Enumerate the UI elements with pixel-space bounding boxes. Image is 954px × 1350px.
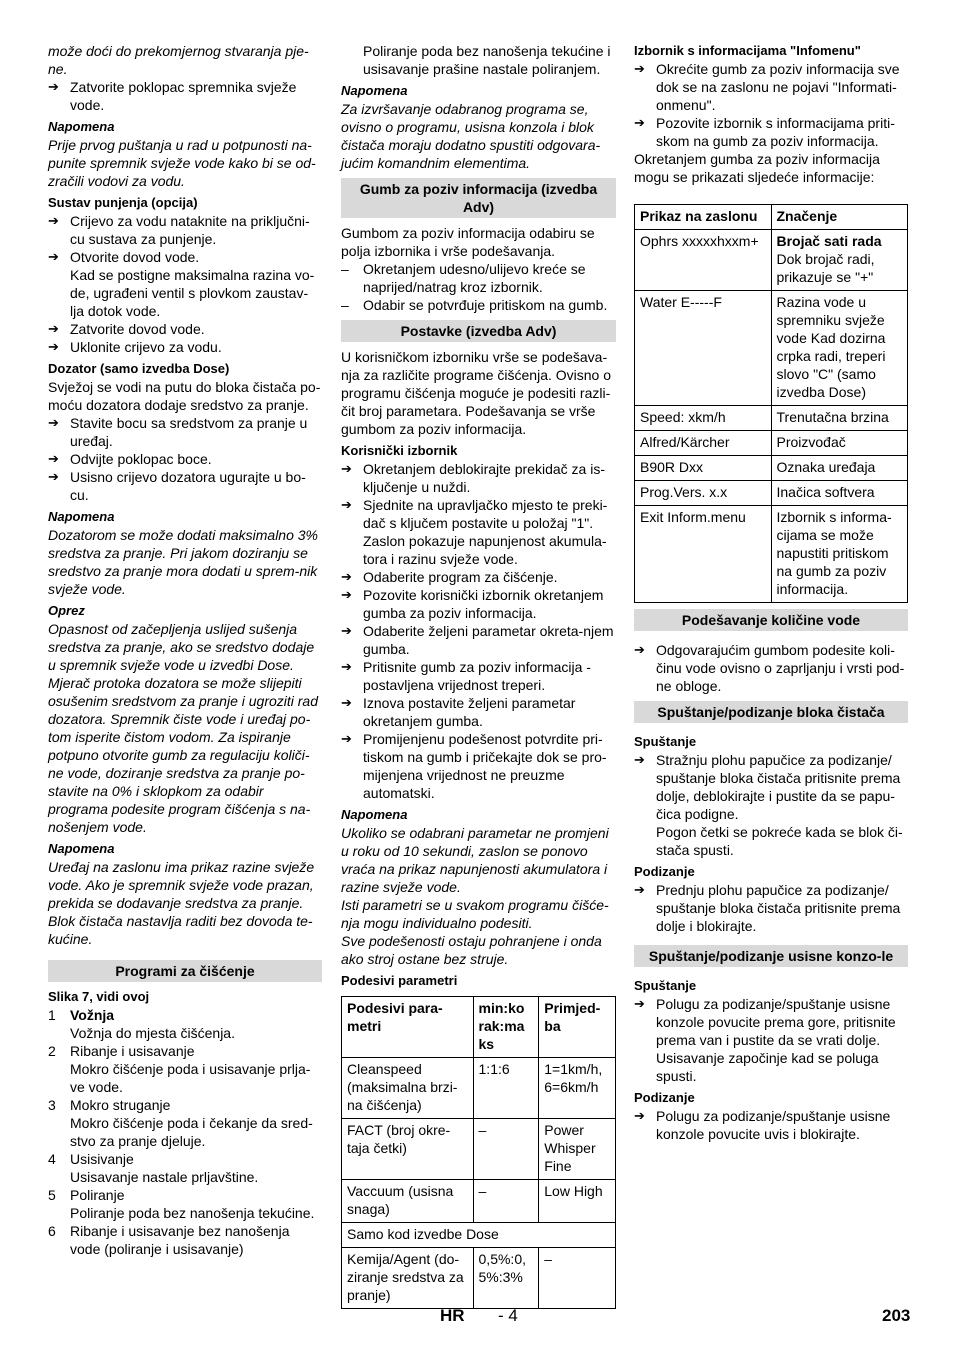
table-row: B90R Dxx Oznaka uređaja xyxy=(635,456,908,481)
table-row: FACT (broj okre-taja četki) – Power Whisper Fine xyxy=(342,1119,616,1180)
subheading-podizanje: Podizanje xyxy=(634,1090,695,1105)
instruction-item: ➔ Odgovarajućim gumbom podesite koli-činu vode ovisno o zaprljanju i vrsti pod-ne obloge. xyxy=(634,642,905,694)
instruction-item: ➔ Zatvorite dovod vode. xyxy=(48,321,205,337)
program-item: 5 Poliranje xyxy=(48,1187,125,1203)
intro-text: može doći do prekomjernog stvaranja pje-ne. xyxy=(48,43,309,77)
instruction-item: ➔ Promijenjenu podešenost potvrdite pri-tiskom na gumb i pričekajte dok se pro-mijenjena vrijednost ne preuzme automatski. xyxy=(341,731,607,801)
section-heading-korisnicki: Korisnički izbornik xyxy=(341,443,458,458)
instruction-item: ➔ Okrećite gumb za poziv informacija sve dok se na zaslonu ne pojavi "Informati-onmenu". xyxy=(634,61,900,113)
arrow-right-icon: ➔ xyxy=(341,497,352,512)
instruction-item: ➔ Otvorite dovod vode. xyxy=(48,249,200,265)
arrow-right-icon: ➔ xyxy=(48,213,59,228)
arrow-right-icon: ➔ xyxy=(634,642,645,657)
column-left: može doći do prekomjernog stvaranja pje-ne. ➔ Zatvorite poklopac spremnika svježe vode. Napomena Prije prvog puštanja u rad u potpunosti na-punite spremnik svježe vode kako bi se od-zračili vodovi za vodu. Sustav punjenja (opcija) ➔ Crijevo za vodu nataknite na priključni-cu sustava za punjenje. ➔ Otvorite dovod vode. Kad se postigne maksimalna razina vo-de, ugrađeni ventil s plovkom zaustav-lja dotok vode. ➔ Zatvorite dovod vode. ➔ Uklonite crijevo za vodu. Dozator (samo izvedba Dose) Svježoj se vodi na putu do bloka čistača po-moću dozatora dodaje sredstvo za pranje. ➔ Stavite bocu sa sredstvom za pranje u uređaj. ➔ Odvijte poklopac boce. ➔ Usisno crijevo dozatora ugurajte u bo-cu. Napomena Dozatorom se može dodati maksimalno 3% sredstva za pranje. Pri jakom doziranju se sredstvo za pranje mora dodati u sprem-nik svježe vode. Oprez Opasnost od začepljenja uslijed sušenja sredstva za pranje, ako se sredstvo dodaje u spremnik svježe vode u izvedbi Dose. Mjerač protoka dozatora se može slijepiti osušenim sredstvom za pranje i ugroziti rad dozatora. Spremnik čiste vode i uređaj po-tom isperite čistom vodom. Za ispiranje potpuno otvorite gumb za regulaciju količi-ne vode, doziranje sredstva za pranje po-stavite na 0% i sklopkom za odabir programa podesite program čišćenja s na-nošenjem vode. Napomena Uređaj na zaslonu ima prikaz razine svježe vode. Ako je spremnik svježe vode prazan, prekida se dodavanje sredstva za pranje. Blok čistača nastavlja raditi bez dovoda te-kućine. Programi za čišćenje Slika 7, vidi ovoj 1 Vožnja Vožnja do mjesta čišćenja. 2 Ribanje i usisavanje Mokro čišćenje poda i usisavanje prlja-ve vode. 3 Mokro struganje Mokro čišćenje poda i čekanje da sred-stvo za pranje djeluje. 4 Usisivanje Usisavanje nastale prljavštine. 5 Poliranje Poliranje poda bez nanošenja tekućine. 6 Ribanje i usisavanje bez nanošenja vode (poliranje i usisavanje) xyxy=(48,43,321,1257)
figure-reference: Slika 7, vidi ovoj xyxy=(48,989,150,1004)
instruction-item: ➔ Okretanjem deblokirajte prekidač za is-ključenje u nuždi. xyxy=(341,461,605,495)
subheading-spustanje: Spuštanje xyxy=(634,734,697,749)
instruction-continuation: Zaslon pokazuje napunjenost akumula-tora i razinu svježe vode. xyxy=(363,533,607,567)
note-text: Za izvršavanje odabranog programa se, ovisno o programu, usisna konzola i blok čistača moraju dodatno spustiti odgovara-jućim komandnim elementima. xyxy=(341,101,601,171)
arrow-right-icon: ➔ xyxy=(48,79,59,94)
instruction-item: ➔ Odaberite program za čišćenje. xyxy=(341,569,558,585)
table-row: Speed: xkm/h Trenutačna brzina xyxy=(635,406,908,431)
note-text: Ukoliko se odabrani parametar ne promjeni u roku od 10 sekundi, zaslon se ponovo vraća na prikaz napunjenosti akumulatora i razine svježe vode. xyxy=(341,825,609,895)
table-row: Samo kod izvedbe Dose xyxy=(342,1223,616,1248)
section-band-kolicina: Podešavanje količine vode xyxy=(634,609,908,631)
arrow-right-icon: ➔ xyxy=(341,569,352,584)
section-band-gumb: Gumb za poziv informacija (izvedba Adv) xyxy=(341,178,616,218)
column-right xyxy=(634,42,908,1143)
caution-heading: Oprez xyxy=(48,603,85,618)
arrow-right-icon: ➔ xyxy=(48,451,59,466)
arrow-right-icon: ➔ xyxy=(341,587,352,602)
section-heading-infomenu: Izbornik s informacijama "Infomenu" xyxy=(634,43,861,58)
instruction-item: ➔ Iznova postavite željeni parametar okretanjem gumba. xyxy=(341,695,576,729)
instruction-item: ➔ Uklonite crijevo za vodu. xyxy=(48,339,222,355)
arrow-right-icon: ➔ xyxy=(634,882,645,897)
section-band-postavke: Postavke (izvedba Adv) xyxy=(341,320,616,342)
dash-item: – Odabir se potvrđuje pritiskom na gumb. xyxy=(341,297,608,313)
column-middle xyxy=(341,42,616,1309)
arrow-right-icon: ➔ xyxy=(48,415,59,430)
program-item: 6 Ribanje i usisavanje bez nanošenja vode (poliranje i usisavanje) xyxy=(48,1223,290,1257)
arrow-right-icon: ➔ xyxy=(634,115,645,130)
note-heading: Napomena xyxy=(48,119,115,134)
arrow-right-icon: ➔ xyxy=(48,469,59,484)
note-heading: Napomena xyxy=(341,807,408,822)
subheading-podizanje: Podizanje xyxy=(634,864,695,879)
instruction-item: ➔ Usisno crijevo dozatora ugurajte u bo-cu. xyxy=(48,469,306,503)
arrow-right-icon: ➔ xyxy=(634,1108,645,1123)
instruction-item: ➔ Odaberite željeni parametar okreta-njem gumba. xyxy=(341,623,614,657)
arrow-right-icon: ➔ xyxy=(48,249,59,264)
program-item: 4 Usisivanje xyxy=(48,1151,134,1167)
arrow-right-icon: ➔ xyxy=(48,321,59,336)
footer-language: HR xyxy=(440,1306,465,1325)
table-row: Water E-----F Razina vode u spremniku svježe vode Kad dozirna crpka radi, treperi slovo "C" (samo izvedba Dose) xyxy=(635,291,908,406)
instruction-continuation: Kad se postigne maksimalna razina vo-de, ugrađeni ventil s plovkom zaustav-lja dotok vode. xyxy=(70,267,315,319)
program-item: 2 Ribanje i usisavanje xyxy=(48,1043,195,1059)
instruction-item: ➔ Pozovite izbornik s informacijama priti-skom na gumb za poziv informacija. xyxy=(634,115,895,149)
instruction-item: ➔ Polugu za podizanje/spuštanje usisne konzole povucite uvis i blokirajte. xyxy=(634,1108,891,1142)
program-description: Poliranje poda bez nanošenja tekućine i usisavanje prašine nastale poliranjem. xyxy=(363,43,611,77)
instruction-continuation: Usisavanje započinje kad se poluga spusti. xyxy=(656,1050,879,1084)
footer-page-number: 203 xyxy=(882,1306,911,1325)
instruction-continuation: Pogon četki se pokreće kada se blok či-stača spusti. xyxy=(656,824,903,858)
arrow-right-icon: ➔ xyxy=(341,461,352,476)
parameters-table xyxy=(341,996,616,1309)
info-table xyxy=(634,204,908,603)
instruction-item: ➔ Prednju plohu papučice za podizanje/ spuštanje bloka čistača pritisnite prema dolje i blokirajte. xyxy=(634,882,901,934)
note-heading: Napomena xyxy=(48,509,115,524)
section-heading-dozator: Dozator (samo izvedba Dose) xyxy=(48,361,230,376)
arrow-right-icon: ➔ xyxy=(634,996,645,1011)
note-text: Prije prvog puštanja u rad u potpunosti na-punite spremnik svježe vode kako bi se od-zračili vodovi za vodu. xyxy=(48,137,316,189)
caution-text: Opasnost od začepljenja uslijed sušenja sredstva za pranje, ako se sredstvo dodaje u spremnik svježe vode u izvedbi Dose. Mjerač protoka dozatora se može slijepiti osušenim sredstvom za pranje i ugroziti rad dozatora. Spremnik čiste vode i uređaj po-tom isperite čistom vodom. Za ispiranje potpuno otvorite gumb za regulaciju količi-ne vode, doziranje sredstva za pranje po-stavite na 0% i sklopkom za odabir programa podesite program čišćenja s na-nošenjem vode. xyxy=(48,621,319,835)
program-item: 3 Mokro struganje xyxy=(48,1097,171,1113)
section-heading-podesivi: Podesivi parametri xyxy=(341,973,458,988)
note-text: Dozatorom se može dodati maksimalno 3% sredstva za pranje. Pri jakom doziranju se sredstvo za pranje mora dodati u sprem-nik svježe vode. xyxy=(48,527,319,597)
table-row: Vaccuum (usisna snaga) – Low High xyxy=(342,1180,616,1223)
body-text: U korisničkom izborniku vrše se podešava-nja za različite programe čišćenja. Ovisno o programu čišćenja moguće je podesiti razli-čit broj parametara. Podešavanja se vrše gumbom za poziv informacija. xyxy=(341,349,612,437)
body-text: Okretanjem gumba za poziv informacija mogu se prikazati sljedeće informacije: xyxy=(634,151,880,185)
instruction-item: ➔ Stražnju plohu papučice za podizanje/ spuštanje bloka čistača pritisnite prema dolje, deblokirajte i pustite da se papu-čica podigne. xyxy=(634,752,901,822)
instruction-item: ➔ Sjednite na upravljačko mjesto te preki-dač s ključem postavite u položaj "1". xyxy=(341,497,608,531)
section-band-konzola: Spuštanje/podizanje usisne konzo-le xyxy=(634,945,908,967)
note-text: Sve podešenosti ostaju pohranjene i onda ako stroj ostane bez struje. xyxy=(341,933,602,967)
body-text: Gumbom za poziv informacija odabiru se polja izbornika i vrše podešavanja. xyxy=(341,225,595,259)
footer-section-page: - 4 xyxy=(498,1306,518,1325)
arrow-right-icon: ➔ xyxy=(341,659,352,674)
subheading-spustanje: Spuštanje xyxy=(634,978,697,993)
note-heading: Napomena xyxy=(341,83,408,98)
table-header-row: Prikaz na zaslonu Značenje xyxy=(635,205,908,230)
instruction-item: ➔ Pritisnite gumb za poziv informacija - postavljena vrijednost treperi. xyxy=(341,659,591,693)
arrow-right-icon: ➔ xyxy=(48,339,59,354)
instruction-item: ➔ Odvijte poklopac boce. xyxy=(48,451,212,467)
dash-item: – Okretanjem udesno/ulijevo kreće se naprijed/natrag kroz izbornik. xyxy=(341,261,586,295)
section-band-programi: Programi za čišćenje xyxy=(48,960,322,982)
section-heading-sustav: Sustav punjenja (opcija) xyxy=(48,195,198,210)
table-row: Kemija/Agent (do-ziranje sredstva za pranje) 0,5%:0, 5%:3% – xyxy=(342,1248,616,1309)
arrow-right-icon: ➔ xyxy=(341,623,352,638)
table-row: Alfred/Kärcher Proizvođač xyxy=(635,431,908,456)
table-row: Exit Inform.menu Izbornik s informa-cijama se može napustiti pritiskom na gumb za poziv informacija. xyxy=(635,506,908,603)
note-text: Isti parametri se u svakom programu čišće-nja mogu individualno podesiti. xyxy=(341,897,609,931)
instruction-item: ➔ Pozovite korisnički izbornik okretanjem gumba za poziv informacija. xyxy=(341,587,604,621)
table-header-row: Podesivi para-metri min:ko rak:ma ks Primjed-ba xyxy=(342,997,616,1058)
instruction-item: ➔ Stavite bocu sa sredstvom za pranje u uređaj. xyxy=(48,415,308,449)
instruction-item: ➔ Polugu za podizanje/spuštanje usisne konzole povucite prema gore, pritisnite prema van i pustite da se vrati dolje. xyxy=(634,996,896,1048)
table-row: Ophrs xxxxxhxxm+ Brojač sati rada Dok brojač radi, prikazuje se "+" xyxy=(635,230,908,291)
note-text: Uređaj na zaslonu ima prikaz razine svježe vode. Ako je spremnik svježe vode prazan, prekida se dodavanje sredstva za pranje. Blok čistača nastavlja raditi bez dovoda te-kućine. xyxy=(48,859,315,947)
instruction-item: ➔ Zatvorite poklopac spremnika svježe vode. xyxy=(48,79,297,113)
instruction-item: ➔ Crijevo za vodu nataknite na priključni-cu sustava za punjenje. xyxy=(48,213,310,247)
arrow-right-icon: ➔ xyxy=(634,61,645,76)
arrow-right-icon: ➔ xyxy=(634,752,645,767)
program-item: 1 Vožnja xyxy=(48,1007,115,1023)
arrow-right-icon: ➔ xyxy=(341,695,352,710)
section-band-blok: Spuštanje/podizanje bloka čistača xyxy=(634,701,908,723)
arrow-right-icon: ➔ xyxy=(341,731,352,746)
note-heading: Napomena xyxy=(48,841,115,856)
table-row: Prog.Vers. x.x Inačica softvera xyxy=(635,481,908,506)
table-row: Cleanspeed (maksimalna brzi-na čišćenja) 1:1:6 1=1km/h, 6=6km/h xyxy=(342,1058,616,1119)
body-text: Svježoj se vodi na putu do bloka čistača po-moću dozatora dodaje sredstvo za pranje. xyxy=(48,379,321,413)
